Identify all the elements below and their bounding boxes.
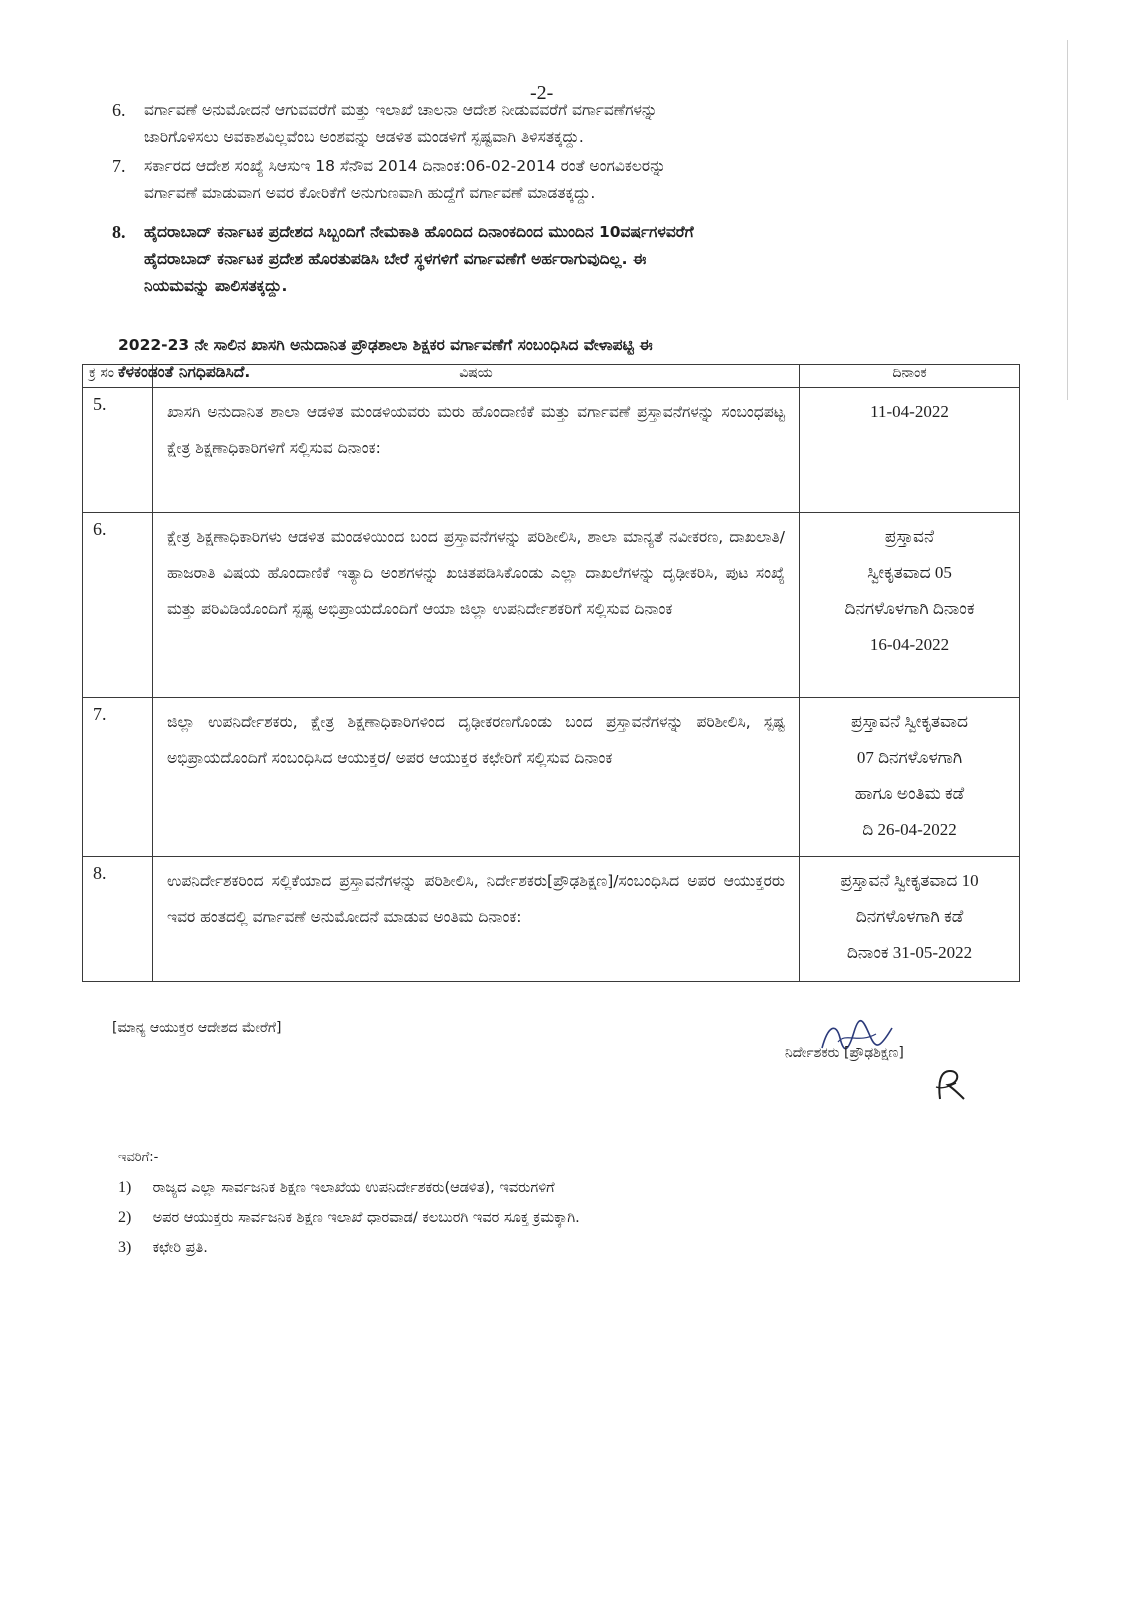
initial-mark xyxy=(930,1063,970,1103)
date-line: ದಿನಗಳೊಳಗಾಗಿ ಕಡೆ xyxy=(855,907,964,926)
date-line: ಪ್ರಸ್ತಾವನೆ ಸ್ವೀಕೃತವಾದ 10 xyxy=(840,871,979,890)
item-text xyxy=(144,219,944,300)
cc-heading: ಇವರಿಗೆ:- xyxy=(118,1150,159,1165)
schedule-table xyxy=(82,364,1020,982)
item-line: ವರ್ಗಾವಣೆ ಮಾಡುವಾಗ ಅವರ ಕೋರಿಕೆಗೆ ಅನುಗುಣವಾಗಿ ಹುದ್ದೆಗೆ ವರ್ಗಾವಣೆ ಮಾಡತಕ್ಕದ್ದು. xyxy=(144,184,596,202)
cc-number: 2) xyxy=(118,1209,132,1226)
table-header-row xyxy=(83,365,1020,388)
header-subject: ವಿಷಯ xyxy=(153,365,800,388)
row-serial-no: 5. xyxy=(83,388,153,513)
cc-text: ಅಪರ ಆಯುಕ್ತರು ಸಾರ್ವಜನಿಕ ಶಿಕ್ಷಣ ಇಲಾಖೆ ಧಾರವಾಡ/ ಕಲಬುರಗಿ ಇವರ ಸೂಕ್ತ ಕ್ರಮಕ್ಕಾಗಿ. xyxy=(152,1210,580,1226)
row-subject: ಜಿಲ್ಲಾ ಉಪನಿರ್ದೇಶಕರು, ಕ್ಷೇತ್ರ ಶಿಕ್ಷಣಾಧಿಕಾರಿಗಳಿಂದ ದೃಢೀಕರಣಗೊಂಡು ಬಂದ ಪ್ರಸ್ತಾವನೆಗಳನ್ನು ಪರಿಶೀಲಿಸಿ, ಸ್ಪಷ್ಟ ಅಭಿಪ್ರಾಯದೊಂದಿಗೆ ಸಂಬಂಧಿಸಿದ ಆಯುಕ್ತರ/ ಅಪರ ಆಯುಕ್ತರ ಕಛೇರಿಗೆ ಸಲ್ಲಿಸುವ ದಿನಾಂಕ xyxy=(153,698,800,857)
row-subject: ಖಾಸಗಿ ಅನುದಾನಿತ ಶಾಲಾ ಆಡಳಿತ ಮಂಡಳಿಯವರು ಮರು ಹೊಂದಾಣಿಕೆ ಮತ್ತು ವರ್ಗಾವಣೆ ಪ್ರಸ್ತಾವನೆಗಳನ್ನು ಸಂಬಂಧಪಟ್ಟ ಕ್ಷೇತ್ರ ಶಿಕ್ಷಣಾಧಿಕಾರಿಗಳಿಗೆ ಸಲ್ಲಿಸುವ ದಿನಾಂಕ: xyxy=(153,388,800,513)
cc-item xyxy=(118,1238,918,1258)
row-date xyxy=(800,388,1020,513)
row-date xyxy=(800,857,1020,982)
row-date xyxy=(800,513,1020,698)
date-line: ಸ್ವೀಕೃತವಾದ 05 xyxy=(867,563,952,582)
table-row xyxy=(83,513,1020,698)
cc-number: 3) xyxy=(118,1239,132,1256)
order-note: [ಮಾನ್ಯ ಆಯುಕ್ತರ ಆದೇಶದ ಮೇರೆಗೆ] xyxy=(112,1020,282,1036)
item-line: ನಿಯಮವನ್ನು ಪಾಲಿಸತಕ್ಕದ್ದು. xyxy=(144,277,288,295)
item-number: 8. xyxy=(112,222,126,242)
row-date xyxy=(800,698,1020,857)
date-line: 16-04-2022 xyxy=(869,635,950,654)
item-line: ಹೈದರಾಬಾದ್ ಕರ್ನಾಟಕ ಪ್ರದೇಶ ಹೊರತುಪಡಿಸಿ ಬೇರೆ ಸ್ಥಳಗಳಿಗೆ ವರ್ಗಾವಣೆಗೆ ಅರ್ಹರಾಗುವುದಿಲ್ಲ. ಈ xyxy=(144,250,647,268)
date-line: 11-04-2022 xyxy=(870,402,949,421)
table-row xyxy=(83,698,1020,857)
date-line: ದಿ 26-04-2022 xyxy=(862,820,957,839)
header-serial-no: ಕ್ರ ಸಂ xyxy=(83,365,153,388)
list-item xyxy=(112,219,972,303)
item-text xyxy=(144,153,944,207)
cc-item xyxy=(118,1208,918,1228)
item-line: ಸರ್ಕಾರದ ಆದೇಶ ಸಂಖ್ಯೆ ಸಿಆಸುಇ 18 ಸೆನೌವ 2014 ದಿನಾಂಕ:06-02-2014 ರಂತೆ ಅಂಗವಿಕಲರನ್ನು xyxy=(144,157,666,175)
cc-item xyxy=(118,1178,918,1198)
date-line: ಪ್ರಸ್ತಾವನೆ xyxy=(884,527,935,546)
item-line: ವರ್ಗಾವಣೆ ಅನುಮೋದನೆ ಆಗುವವರೆಗೆ ಮತ್ತು ಇಲಾಖೆ ಚಾಲನಾ ಆದೇಶ ನೀಡುವವರೆಗೆ ವರ್ಗಾವಣೆಗಳನ್ನು xyxy=(144,101,658,119)
row-subject: ಉಪನಿರ್ದೇಶಕರಿಂದ ಸಲ್ಲಿಕೆಯಾದ ಪ್ರಸ್ತಾವನೆಗಳನ್ನು ಪರಿಶೀಲಿಸಿ, ನಿರ್ದೇಶಕರು[ಪ್ರೌಢಶಿಕ್ಷಣ]/ಸಂಬಂಧಿಸಿದ ಅಪರ ಆಯುಕ್ತರರು ಇವರ ಹಂತದಲ್ಲಿ ವರ್ಗಾವಣೆ ಅನುಮೋದನೆ ಮಾಡುವ ಅಂತಿಮ ದಿನಾಂಕ: xyxy=(153,857,800,982)
table-row xyxy=(83,857,1020,982)
list-item xyxy=(112,153,972,207)
list-item xyxy=(112,97,972,151)
scan-margin-line xyxy=(1067,40,1068,400)
row-serial-no: 8. xyxy=(83,857,153,982)
item-number: 6. xyxy=(112,100,126,120)
date-line: ಪ್ರಸ್ತಾವನೆ ಸ್ವೀಕೃತವಾದ xyxy=(851,712,968,731)
table-row xyxy=(83,388,1020,513)
row-serial-no: 7. xyxy=(83,698,153,857)
date-line: ದಿನಾಂಕ 31-05-2022 xyxy=(846,943,973,962)
signatory-title: ನಿರ್ದೇಶಕರು [ಪ್ರೌಢಶಿಕ್ಷಣ] xyxy=(785,1045,904,1061)
item-text xyxy=(144,97,944,151)
item-line: ಹೈದರಾಬಾದ್ ಕರ್ನಾಟಕ ಪ್ರದೇಶದ ಸಿಬ್ಬಂದಿಗೆ ನೇಮಕಾತಿ ಹೊಂದಿದ ದಿನಾಂಕದಿಂದ ಮುಂದಿನ 10ವರ್ಷಗಳವರೆಗೆ xyxy=(144,223,694,241)
cc-text: ರಾಜ್ಯದ ಎಲ್ಲಾ ಸಾರ್ವಜನಿಕ ಶಿಕ್ಷಣ ಇಲಾಖೆಯ ಉಪನಿರ್ದೇಶಕರು(ಆಡಳಿತ), ಇವರುಗಳಿಗೆ xyxy=(152,1180,555,1196)
date-line: ದಿನಗಳೊಳಗಾಗಿ ದಿನಾಂಕ xyxy=(844,599,975,618)
page-number: -2- xyxy=(530,82,554,104)
row-subject: ಕ್ಷೇತ್ರ ಶಿಕ್ಷಣಾಧಿಕಾರಿಗಳು ಆಡಳಿತ ಮಂಡಳಿಯಿಂದ ಬಂದ ಪ್ರಸ್ತಾವನೆಗಳನ್ನು ಪರಿಶೀಲಿಸಿ, ಶಾಲಾ ಮಾನ್ಯತೆ ನವೀಕರಣ, ದಾಖಲಾತಿ/ಹಾಜರಾತಿ ವಿಷಯ ಹೊಂದಾಣಿಕೆ ಇತ್ಯಾದಿ ಅಂಶಗಳನ್ನು ಖಚಿತಪಡಿಸಿಕೊಂಡು ಎಲ್ಲಾ ದಾಖಲೆಗಳನ್ನು ದೃಢೀಕರಿಸಿ, ಪುಟ ಸಂಖ್ಯೆ ಮತ್ತು ಪರಿವಿಡಿಯೊಂದಿಗೆ ಸ್ಪಷ್ಟ ಅಭಿಪ್ರಾಯದೊಂದಿಗೆ ಆಯಾ ಜಿಲ್ಲಾ ಉಪನಿರ್ದೇಶಕರಿಗೆ ಸಲ್ಲಿಸುವ ದಿನಾಂಕ xyxy=(153,513,800,698)
intro-line: ಕೆಳಕಂಡಂತೆ ನಿಗಧಿಪಡಿಸಿದೆ. xyxy=(118,363,251,381)
item-line: ಜಾರಿಗೊಳಿಸಲು ಅವಕಾಶವಿಲ್ಲವೆಂಬ ಅಂಶವನ್ನು ಆಡಳಿತ ಮಂಡಳಿಗೆ ಸ್ಪಷ್ಟವಾಗಿ ತಿಳಿಸತಕ್ಕದ್ದು. xyxy=(144,128,584,146)
date-line: ಹಾಗೂ ಅಂತಿಮ ಕಡೆ xyxy=(854,784,965,803)
item-number: 7. xyxy=(112,156,126,176)
header-date: ದಿನಾಂಕ xyxy=(800,365,1020,388)
cc-number: 1) xyxy=(118,1179,132,1196)
row-serial-no: 6. xyxy=(83,513,153,698)
date-line: 07 ದಿನಗಳೊಳಗಾಗಿ xyxy=(856,748,963,767)
intro-line: 2022-23 ನೇ ಸಾಲಿನ ಖಾಸಗಿ ಅನುದಾನಿತ ಪ್ರೌಢಶಾಲಾ ಶಿಕ್ಷಕರ ವರ್ಗಾವಣೆಗೆ ಸಂಬಂಧಿಸಿದ ವೇಳಾಪಟ್ಟಿ ಈ xyxy=(118,336,653,354)
cc-text: ಕಛೇರಿ ಪ್ರತಿ. xyxy=(152,1240,208,1256)
